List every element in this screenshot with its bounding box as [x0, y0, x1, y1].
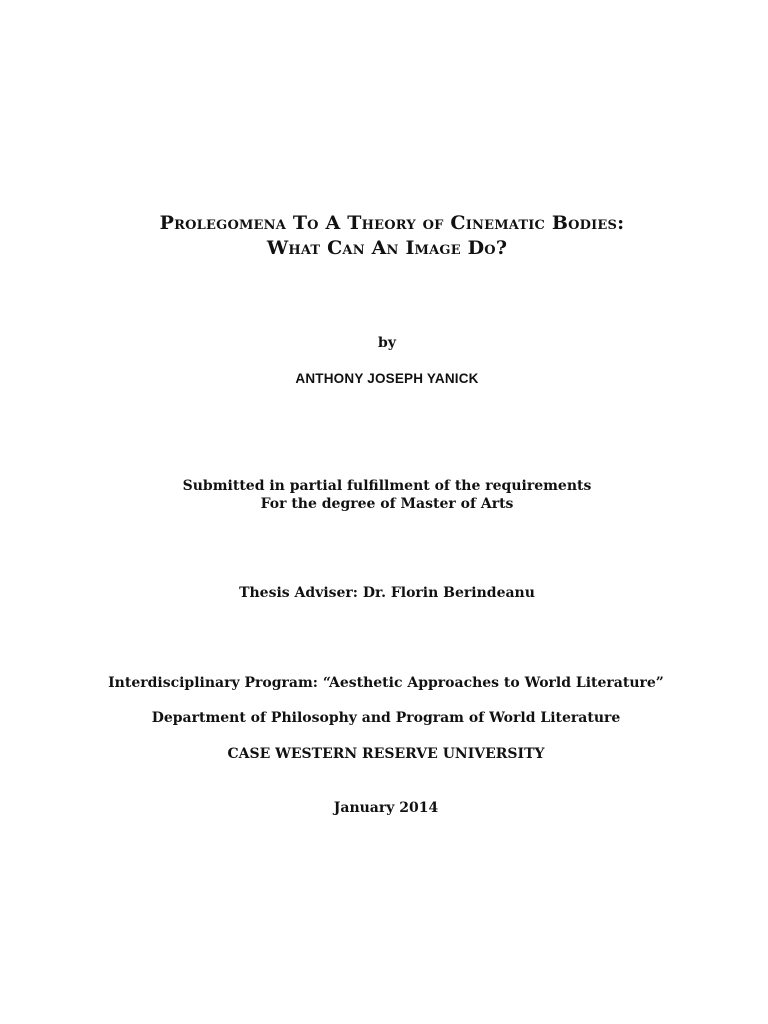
submission-date: January 2014 [333, 800, 439, 816]
thesis-title-line-1: Prolegomena To A Theory of Cinematic Bodies: [159, 212, 625, 234]
submission-statement-line-1: Submitted in partial fulfillment of the requirements [182, 478, 592, 494]
department: Department of Philosophy and Program of World Literature [151, 710, 621, 726]
thesis-title-line-2: What Can An Image Do? [266, 237, 508, 259]
byline: by [378, 335, 396, 351]
author-name: ANTHONY JOSEPH YANICK [295, 371, 479, 386]
interdisciplinary-program: Interdisciplinary Program: “Aesthetic Approaches to World Literature” [108, 675, 664, 691]
thesis-adviser: Thesis Adviser: Dr. Florin Berindeanu [239, 585, 535, 601]
university: CASE WESTERN RESERVE UNIVERSITY [227, 746, 545, 762]
submission-statement-line-2: For the degree of Master of Arts [260, 496, 514, 512]
